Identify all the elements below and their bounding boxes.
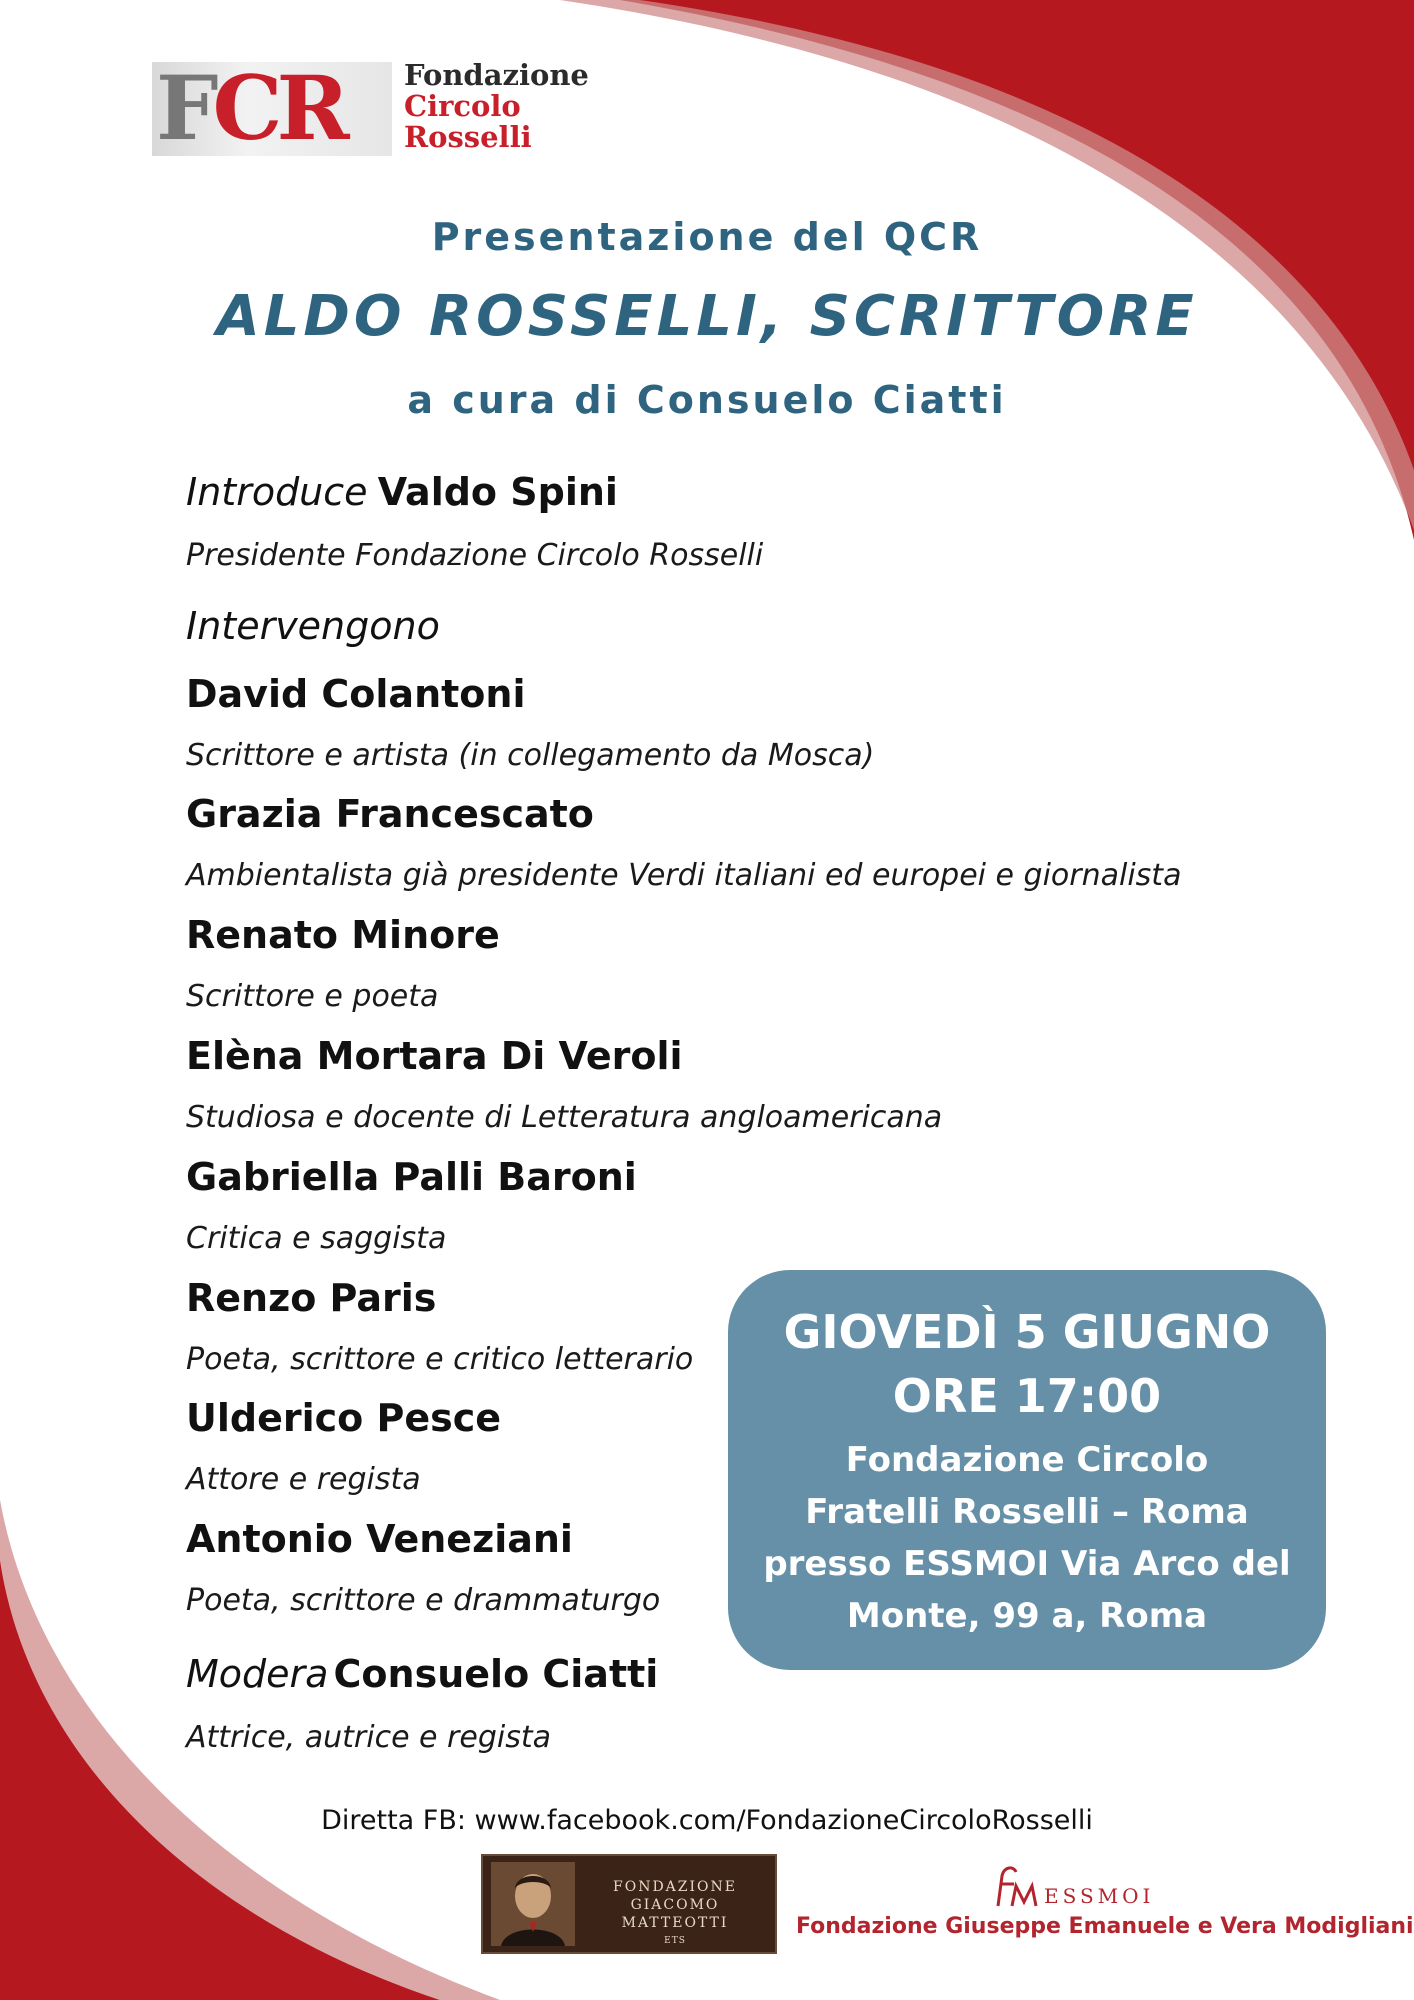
essmoi-full-name: Fondazione Giuseppe Emanuele e Vera Modigliani	[796, 1914, 1414, 1939]
event-date	[728, 1300, 1326, 1428]
speaker-name: Ulderico Pesce	[186, 1396, 502, 1440]
matteotti-wordmark	[575, 1878, 775, 1950]
logo-letter-r: R	[276, 56, 344, 160]
speaker-role: Studiosa e docente di Letteratura angloamericana	[186, 1100, 943, 1135]
speaker-name: Grazia Francescato	[186, 792, 594, 836]
speaker-role: Poeta, scrittore e drammaturgo	[186, 1583, 661, 1618]
event-curator: a cura di Consuelo Ciatti	[407, 378, 1007, 422]
moderator-name: Consuelo Ciatti	[333, 1652, 659, 1696]
moderator-line	[186, 1652, 658, 1696]
venue-line: Fratelli Rosselli – Roma	[805, 1492, 1249, 1532]
event-venue	[728, 1434, 1326, 1642]
fcr-logo	[152, 58, 622, 158]
logo-letter-f: F	[156, 56, 213, 160]
introducer-role: Presidente Fondazione Circolo Rosselli	[186, 538, 764, 573]
introducer-line	[186, 470, 618, 514]
matteotti-line: GIACOMO MATTEOTTI	[621, 1897, 729, 1931]
logo-wordmark	[404, 60, 589, 153]
speaker-role: Scrittore e poeta	[186, 979, 439, 1014]
matteotti-ets: ETS	[664, 1936, 686, 1946]
speaker-role: Scrittore e artista (in collegamento da Mosca)	[186, 738, 875, 773]
bottom-left-swoosh	[0, 1560, 440, 2000]
logo-word-circolo: Circolo	[404, 89, 521, 123]
introducer-label: Introduce	[186, 470, 368, 514]
speaker-name: Gabriella Palli Baroni	[186, 1155, 637, 1199]
moderator-role: Attrice, autrice e regista	[186, 1720, 551, 1755]
logo-letters	[156, 58, 344, 158]
speaker-role: Attore e regista	[186, 1462, 421, 1497]
speaker-role: Poeta, scrittore e critico letterario	[186, 1342, 694, 1377]
logo-word-fondazione: Fondazione	[404, 58, 589, 92]
venue-line: presso ESSMOI Via Arco del	[763, 1544, 1291, 1584]
facebook-live-link[interactable]: Diretta FB: www.facebook.com/FondazioneCircoloRosselli	[321, 1805, 1093, 1836]
event-date-line: GIOVEDÌ 5 GIUGNO	[783, 1305, 1271, 1359]
introducer-name: Valdo Spini	[377, 470, 618, 514]
moderator-label: Modera	[186, 1652, 329, 1696]
venue-line: Monte, 99 a, Roma	[846, 1596, 1208, 1636]
event-title: ALDO ROSSELLI, SCRITTORE	[216, 284, 1198, 349]
speaker-name: Renato Minore	[186, 913, 500, 957]
essmoi-monogram-icon	[990, 1862, 1050, 1908]
speaker-name: Renzo Paris	[186, 1276, 437, 1320]
event-subtitle: Presentazione del QCR	[431, 215, 983, 259]
matteotti-line: FONDAZIONE	[613, 1879, 737, 1895]
essmoi-name: ESSMOI	[1044, 1884, 1155, 1908]
logo-word-rosselli: Rosselli	[404, 120, 532, 154]
event-time: ORE 17:00	[892, 1369, 1162, 1423]
matteotti-foundation-logo	[481, 1854, 777, 1954]
speaker-name: Elèna Mortara Di Veroli	[186, 1034, 683, 1078]
speaker-name: David Colantoni	[186, 672, 526, 716]
logo-letter-c: C	[212, 56, 277, 160]
speaker-role: Critica e saggista	[186, 1221, 447, 1256]
venue-line: Fondazione Circolo	[845, 1440, 1209, 1480]
top-right-swoosh	[620, 0, 1414, 540]
portrait-icon	[491, 1862, 575, 1946]
speaker-role: Ambientalista già presidente Verdi italiani ed europei e giornalista	[186, 858, 1182, 893]
speakers-label: Intervengono	[186, 604, 440, 648]
event-info-box	[728, 1270, 1326, 1670]
speaker-name: Antonio Veneziani	[186, 1517, 573, 1561]
